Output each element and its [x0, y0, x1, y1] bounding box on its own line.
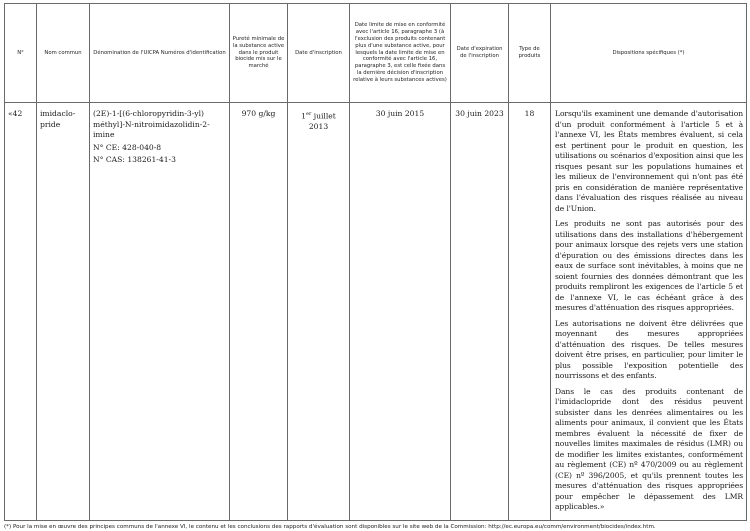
header-provisions: Dispositions spécifiques (*) [551, 4, 747, 103]
inscription-month-year: juillet 2013 [308, 111, 336, 132]
row-provisions [551, 103, 747, 521]
row-inscription-date [288, 103, 350, 521]
row-identification [90, 103, 230, 521]
row-common-name: imidaclo-pride [37, 103, 90, 521]
header-deadline: Date limite de mise en conformité avec l'article 16, paragraphe 3 (à l'exclusion des produits contenant plus d'une substance active, pour lesquels la date limite de mise en conformité avec l'article 16, paragraphe 3, est celle fixée dans la dernière décision d'inscription relative à leurs substances actives) [350, 4, 451, 103]
header-iupac: Dénomination de l'UICPA Numéros d'identification [90, 4, 230, 103]
header-inscription-date: Date d'inscription [288, 4, 350, 103]
header-product-type: Type de produits [509, 4, 551, 103]
inscription-day: 1 [301, 111, 306, 121]
provision-paragraph: Dans le cas des produits contenant de l'imidaclopride dont des résidus peuvent subsister dans les denrées alimentaires ou les aliments pour animaux, il convient que les États membres évaluent la nécessité de fixer de nouvelles limites maximales de résidus (LMR) ou de modifier les limites existantes, conformément au règlement (CE) nº 470/2009 ou au règlement (CE) nº 396/2005, et qu'ils prennent toutes les mesures d'atténuation des risques appropriées pour empêcher le dépassement des LMR applicables.» [555, 386, 743, 511]
iupac-name: (2E)-1-[(6-chloropyridin-3-yl) méthyl]-N-nitroimidazolidin-2-imine [93, 109, 210, 139]
row-deadline: 30 juin 2015 [350, 103, 451, 521]
substances-table [4, 3, 747, 521]
row-expiry: 30 juin 2023 [451, 103, 509, 521]
regulation-document [4, 3, 746, 531]
provision-paragraph: Les produits ne sont pas autorisés pour des utilisations dans des installations d'hébergement pour animaux lorsque des rejets vers une station d'épuration ou des émissions directes dans les eaux de surface sont inévitables, à moins que ne soient fournies des données démontrant que les produits rempliront les exigences de l'article 5 et de l'annexe VI, le cas échéant grâce à des mesures d'atténuation des risques appropriées. [555, 219, 743, 312]
footnote: (*) Pour la mise en œuvre des principes communs de l'annexe VI, le contenu et les conclusions des rapports d'évaluation sont disponibles sur le site web de la Commission: http://ec.europa.eu/comm/environment/biocides/index.htm. [4, 523, 656, 530]
ce-number: N° CE: 428-040-8 [93, 142, 162, 152]
row-number: «42 [5, 103, 37, 521]
header-number: N° [5, 4, 37, 103]
table-header-row [5, 4, 747, 103]
header-expiry: Date d'expiration de l'inscription [451, 4, 509, 103]
header-purity: Pureté minimale de la substance active dans le produit biocide mis sur le marché [230, 4, 288, 103]
table-row [5, 103, 747, 521]
inscription-superscript: er [305, 111, 312, 117]
provision-paragraph: Les autorisations ne doivent être délivrées que moyennant des mesures appropriées d'atténuation des risques. De telles mesures doivent être prises, en particulier, pour limiter le plus possible l'exposition potentielle des nourrissons et des enfants. [555, 318, 743, 380]
row-purity: 970 g/kg [230, 103, 288, 521]
cas-number: N° CAS: 138261-41-3 [93, 155, 176, 164]
header-common-name: Nom commun [37, 4, 90, 103]
provision-paragraph: Lorsqu'ils examinent une demande d'autorisation d'un produit conformément à l'article 5 et à l'annexe VI, les États membres évaluent, si cela est pertinent pour le produit en question, les utilisations ou scénarios d'exposition ainsi que les risques pesant sur les populations humaines et les milieux de l'environnement qui n'ont pas été pris en considération de manière représentative dans l'évaluation des risques réalisée au niveau de l'Union. [555, 109, 743, 213]
row-product-type: 18 [509, 103, 551, 521]
